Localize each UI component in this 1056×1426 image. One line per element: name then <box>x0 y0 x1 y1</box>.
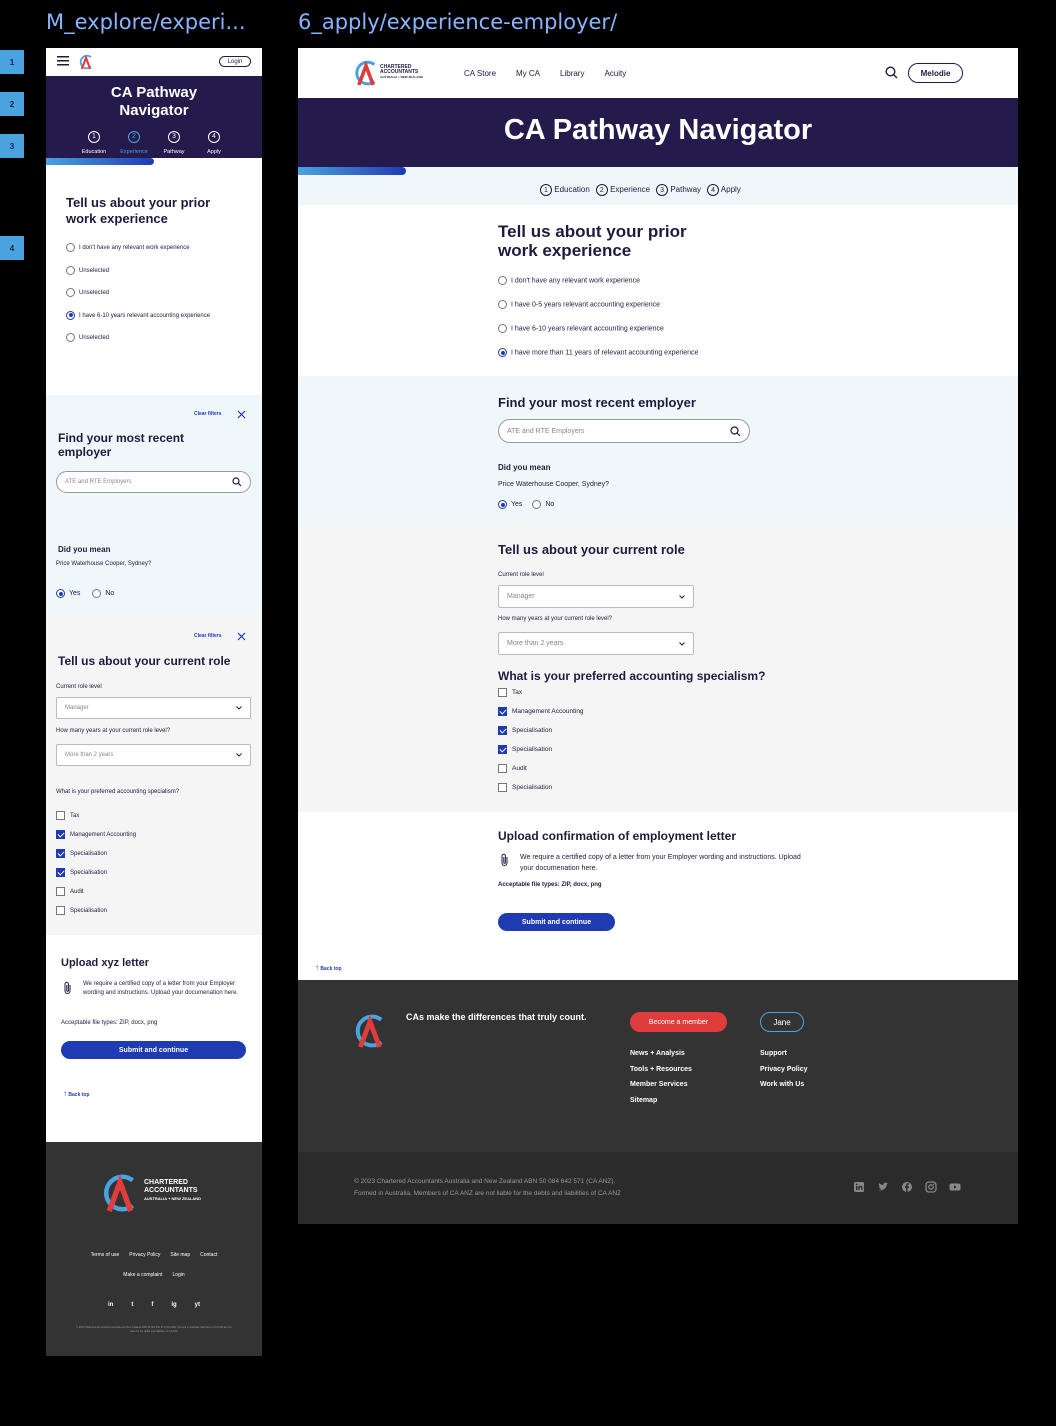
step-number: 3 <box>656 184 668 196</box>
work-option-radio[interactable] <box>66 266 256 289</box>
mobile-footer-links-2 <box>46 1272 262 1278</box>
checkbox-box <box>56 811 65 820</box>
footer-link[interactable]: Tools + Resources <box>630 1065 692 1073</box>
desktop-stepper <box>540 184 747 196</box>
work-option-label: I don't have any relevant work experience <box>511 277 640 285</box>
become-member-button[interactable]: Become a member <box>630 1012 727 1032</box>
chevron-down-icon <box>679 595 685 599</box>
mobile-work-title: Tell us about your prior work experience <box>66 195 211 226</box>
arrow-up-icon: ↑ <box>315 963 319 972</box>
step-number: 4 <box>707 184 719 196</box>
annotation-marker-3: 3 <box>0 134 24 158</box>
checkbox-box <box>498 707 507 716</box>
nav-link-my-ca[interactable]: My CA <box>516 69 541 78</box>
chevron-down-icon <box>236 706 242 710</box>
mobile-employer-section <box>46 395 262 617</box>
search-icon[interactable] <box>232 477 242 487</box>
desktop-suggestion: Price Waterhouse Cooper, Sydney? <box>498 481 610 488</box>
desktop-stepper-bar <box>298 175 1018 205</box>
desktop-header <box>298 48 1018 98</box>
desktop-did-you-mean: Did you mean <box>498 463 551 472</box>
hamburger-menu-icon[interactable] <box>57 56 69 66</box>
radio-circle <box>498 324 507 333</box>
mobile-footer-links <box>46 1252 262 1258</box>
specialism-label: Specialisation <box>512 746 553 754</box>
facebook-icon[interactable]: f <box>151 1302 154 1308</box>
search-icon[interactable] <box>730 426 741 437</box>
step-label: Education <box>81 149 107 155</box>
facebook-icon[interactable] <box>901 1180 913 1198</box>
desktop-role-title: Tell us about your current role <box>498 542 685 557</box>
specialism-label: Specialisation <box>70 870 108 877</box>
mobile-file-types: Acceptable file types: ZIP, docx, png <box>61 1020 158 1026</box>
mobile-social-links <box>46 1302 262 1308</box>
mobile-stepper <box>74 128 234 154</box>
specialism-label: Specialisation <box>512 784 553 792</box>
nav-link-ca-store[interactable]: CA Store <box>464 69 497 78</box>
specialism-checkbox[interactable] <box>56 906 246 925</box>
specialism-checkbox[interactable] <box>56 811 246 830</box>
ca-logo-icon <box>354 1012 386 1050</box>
step-label: Apply <box>207 149 221 155</box>
radio-circle <box>66 243 75 252</box>
specialism-label: Audit <box>512 765 527 773</box>
desktop-specialism-title: What is your preferred accounting specialism? <box>498 669 766 683</box>
nav-link-acuity[interactable]: Acuity <box>604 69 627 78</box>
work-option-label: I have 0-5 years relevant accounting experience <box>511 301 661 309</box>
work-option-label: Unselected <box>79 267 110 274</box>
step-label: Pathway <box>163 149 185 155</box>
mobile-hero-title: CA Pathway Navigator <box>110 84 198 119</box>
work-option-radio[interactable] <box>66 333 256 356</box>
ca-logo-icon[interactable] <box>354 58 378 88</box>
desktop-employer-search-input[interactable] <box>498 419 750 443</box>
suggestion-text: Price Waterhouse Cooper, Sydney? <box>56 561 152 567</box>
work-option-radio[interactable] <box>498 348 898 372</box>
paperclip-icon <box>500 853 510 867</box>
desktop-upload-text: We require a certified copy of a letter from your Employer wording and instructions. Upload your documenation here. <box>520 854 801 872</box>
footer-link[interactable]: Privacy Policy <box>129 1252 161 1258</box>
specialism-checkbox[interactable] <box>56 868 246 887</box>
footer-link[interactable]: News + Analysis <box>630 1050 685 1057</box>
step-number: 1 <box>540 184 552 196</box>
specialism-checkbox[interactable] <box>56 830 246 849</box>
desktop-role-level-label: Current role level <box>498 572 544 578</box>
search-icon[interactable] <box>885 66 898 79</box>
search-placeholder: ATE and RTE Employers <box>65 479 132 485</box>
desktop-progress-fill <box>298 167 406 175</box>
desktop-step-experience[interactable] <box>596 185 650 194</box>
desktop-work-title: Tell us about your prior work experience <box>498 222 687 260</box>
radio-circle <box>66 288 75 297</box>
mobile-frame <box>46 48 262 1356</box>
footer-link[interactable]: Sitemap <box>630 1096 658 1104</box>
annotation-marker-4: 4 <box>0 236 24 260</box>
close-icon[interactable] <box>237 410 246 419</box>
specialism-label: Tax <box>512 689 523 697</box>
checkbox-box <box>498 764 507 773</box>
youtube-icon[interactable] <box>949 1180 961 1198</box>
search-placeholder: ATE and RTE Employers <box>507 427 585 435</box>
checkbox-box <box>56 887 65 896</box>
footer-link[interactable]: Contact <box>200 1252 218 1258</box>
desktop-role-section <box>298 524 1018 812</box>
desktop-upload-title: Upload confirmation of employment letter <box>498 829 737 843</box>
checkbox-box <box>498 783 507 792</box>
ca-logo-icon[interactable] <box>79 54 93 70</box>
yes-radio[interactable]: Yes <box>498 501 522 508</box>
radio-circle <box>498 348 507 357</box>
work-option-label: I have 6-10 years relevant accounting experience <box>79 312 211 319</box>
radio-circle <box>66 333 75 342</box>
no-radio[interactable]: No <box>532 501 554 508</box>
checkbox-box <box>498 688 507 697</box>
annotation-marker-1: 1 <box>0 50 24 74</box>
footer-link[interactable]: Site map <box>170 1252 191 1258</box>
mobile-header <box>46 48 262 76</box>
linkedin-icon[interactable] <box>853 1180 865 1198</box>
specialism-label: Tax <box>70 813 80 820</box>
desktop-footer <box>298 980 1018 1224</box>
footer-link[interactable]: Privacy Policy <box>760 1065 808 1073</box>
checkbox-box <box>56 849 65 858</box>
specialism-checkbox[interactable] <box>56 849 246 868</box>
checkbox-box <box>56 906 65 915</box>
work-option-label: I have 6-10 years relevant accounting experience <box>511 325 664 333</box>
desktop-main-nav <box>464 69 646 78</box>
mobile-step-apply[interactable] <box>194 128 234 155</box>
work-option-label: I have more than 11 years of relevant accounting experience <box>511 349 699 357</box>
desktop-progress-track <box>298 167 1018 175</box>
desktop-years-label: How many years at your current role level? <box>498 616 613 622</box>
mobile-employer-search-input[interactable] <box>56 471 251 493</box>
specialism-checkbox[interactable] <box>56 887 246 906</box>
mobile-frame-title: M_explore/experi... <box>46 10 246 34</box>
desktop-years-select[interactable]: More than 2 years <box>498 632 694 655</box>
instagram-icon[interactable]: ig <box>171 1302 177 1308</box>
years-select[interactable]: More than 2 years <box>56 744 251 766</box>
step-number: 2 <box>128 131 140 143</box>
chevron-down-icon <box>679 642 685 646</box>
mobile-step-experience[interactable] <box>114 128 154 155</box>
work-option-radio[interactable] <box>66 288 256 311</box>
clear-filters-link[interactable]: Clear filters <box>194 411 222 417</box>
footer-link[interactable]: Terms of use <box>90 1252 120 1258</box>
checkbox-box <box>498 726 507 735</box>
desktop-logo-text: CHARTERED ACCOUNTANTS AUSTRALIA + NEW ZEALAND <box>380 64 423 79</box>
radio-circle <box>498 300 507 309</box>
step-number: 1 <box>88 131 100 143</box>
linkedin-icon[interactable]: in <box>107 1302 114 1308</box>
checkbox-box <box>498 745 507 754</box>
mobile-specialism-list <box>56 811 246 925</box>
footer-link[interactable]: Member Services <box>630 1081 688 1088</box>
footer-link[interactable]: Make a complaint <box>123 1272 163 1278</box>
specialism-label: Audit <box>70 889 84 896</box>
checkbox-box <box>56 830 65 839</box>
desktop-submit-button[interactable]: Submit and continue <box>498 913 615 931</box>
mobile-upload-title: Upload xyz letter <box>61 957 150 969</box>
work-option-radio[interactable] <box>498 300 898 324</box>
desktop-step-education[interactable] <box>540 185 590 194</box>
specialism-label: Specialisation <box>512 727 553 735</box>
mobile-submit-button[interactable]: Submit and continue <box>61 1041 246 1059</box>
mobile-back-top-link[interactable]: ↑ Back top <box>63 1089 90 1098</box>
step-label: Education <box>554 185 590 195</box>
arrow-up-icon: ↑ <box>63 1089 67 1098</box>
yes-no-radios <box>56 589 114 598</box>
specialism-checkbox[interactable] <box>498 688 798 707</box>
footer-link[interactable]: Login <box>172 1272 185 1278</box>
instagram-icon[interactable] <box>925 1180 937 1198</box>
work-option-label: Unselected <box>79 335 110 342</box>
mobile-upload-text: We require a certified copy of a letter from your Employer wording and instructions. Upload your documenation here. <box>83 981 239 996</box>
user-account-button[interactable]: Melodie <box>908 63 963 83</box>
work-option-label: I don't have any relevant work experience <box>79 245 190 252</box>
years-label: How many years at your current role level? <box>56 728 171 734</box>
desktop-work-options <box>498 276 898 372</box>
specialism-label: Specialisation <box>70 851 108 858</box>
checkbox-box <box>56 868 65 877</box>
user-jane-button[interactable]: Jane <box>760 1012 804 1032</box>
mobile-step-education[interactable] <box>74 128 114 155</box>
work-option-radio[interactable] <box>66 311 256 334</box>
desktop-step-apply[interactable] <box>707 185 741 194</box>
step-label: Experience <box>120 149 148 155</box>
mobile-footer <box>46 1142 262 1356</box>
desktop-back-top-link[interactable]: ↑ Back top <box>315 963 342 972</box>
mobile-employer-title: Find your most recent employer <box>58 431 185 459</box>
desktop-role-level-select[interactable]: Manager <box>498 585 694 608</box>
mobile-fine-print: © 2023 Chartered Accountants Australia and New Zealand ABN 50 084 642 571 (CA ANZ). Formed in Australia. Members of CA ANZ are not liable for the debts and liabilities of CA ANZ. <box>76 1326 232 1333</box>
specialism-checkbox[interactable] <box>498 707 798 726</box>
footer-link[interactable]: Work with Us <box>760 1081 805 1088</box>
specialism-label: Management Accounting <box>512 708 584 716</box>
footer-links-col-2 <box>760 1046 807 1093</box>
desktop-file-types: Acceptable file types: ZIP, docx, png <box>498 882 602 888</box>
desktop-hero <box>298 98 1018 167</box>
role-level-select[interactable]: Manager <box>56 697 251 719</box>
twitter-icon[interactable] <box>877 1180 889 1198</box>
footer-link[interactable]: Support <box>760 1050 787 1057</box>
twitter-icon[interactable]: t <box>131 1302 134 1308</box>
work-option-radio[interactable] <box>498 276 898 300</box>
chevron-down-icon <box>236 753 242 757</box>
close-icon[interactable] <box>237 632 246 641</box>
specialism-checkbox[interactable] <box>498 726 798 745</box>
work-option-radio[interactable] <box>498 324 898 348</box>
ca-logo-icon <box>102 1170 138 1216</box>
desktop-employer-section <box>298 376 1018 524</box>
mobile-hero <box>46 76 262 158</box>
clear-filters-link-2[interactable]: Clear filters <box>194 633 222 639</box>
mobile-role-title: Tell us about your current role <box>58 654 231 668</box>
desktop-employer-title: Find your most recent employer <box>498 395 696 410</box>
desktop-yes-no-radios <box>498 500 554 509</box>
desktop-step-pathway[interactable] <box>656 185 701 194</box>
mobile-role-section <box>46 617 262 935</box>
step-number: 2 <box>596 184 608 196</box>
mobile-step-pathway[interactable] <box>154 128 194 155</box>
nav-link-library[interactable]: Library <box>560 69 585 78</box>
step-label: Pathway <box>670 185 702 195</box>
step-number: 4 <box>208 131 220 143</box>
work-option-label: Unselected <box>79 290 110 297</box>
radio-circle <box>66 311 75 320</box>
footer-links-col-1 <box>630 1046 692 1108</box>
yes-radio[interactable]: Yes <box>56 590 80 597</box>
no-radio[interactable]: No <box>92 590 114 597</box>
step-label: Experience <box>610 185 651 195</box>
specialism-checkbox[interactable] <box>498 783 798 802</box>
footer-social-links <box>853 1180 973 1198</box>
did-you-mean-label: Did you mean <box>58 545 111 554</box>
desktop-frame <box>298 48 1018 1224</box>
footer-copyright: © 2023 Chartered Accountants Australia and New Zealand ABN 50 084 642 571 (CA ANZ). Formed in Australia. Members of CA ANZ are not liable for the debts and liabilities of CA ANZ <box>354 1178 621 1197</box>
specialism-checkbox[interactable] <box>498 764 798 783</box>
desktop-hero-title: CA Pathway Navigator <box>503 114 813 146</box>
specialism-label: What is your preferred accounting specialism? <box>56 789 180 795</box>
mobile-work-options <box>66 243 256 356</box>
specialism-label: Specialisation <box>70 908 108 915</box>
youtube-icon[interactable]: yt <box>194 1302 201 1308</box>
specialism-checkbox[interactable] <box>498 745 798 764</box>
footer-tagline: CAs make the differences that truly count. <box>406 1012 587 1022</box>
mobile-footer-logo-text: CHARTERED ACCOUNTANTS AUSTRALIA + NEW ZEALAND <box>144 1179 202 1201</box>
footer-bottom-bar <box>298 1152 1018 1224</box>
specialism-label: Management Accounting <box>70 832 137 839</box>
step-number: 3 <box>168 131 180 143</box>
radio-circle <box>498 276 507 285</box>
annotation-marker-2: 2 <box>0 92 24 116</box>
login-button[interactable]: Login <box>219 56 251 67</box>
desktop-frame-title: 6_apply/experience-employer/ <box>298 10 618 34</box>
paperclip-icon <box>63 981 73 995</box>
radio-circle <box>66 266 75 275</box>
role-level-label: Current role level <box>56 684 102 690</box>
desktop-specialism-list <box>498 688 798 802</box>
mobile-progress-bar <box>46 158 154 165</box>
step-label: Apply <box>720 185 741 195</box>
work-option-radio[interactable] <box>66 243 256 266</box>
